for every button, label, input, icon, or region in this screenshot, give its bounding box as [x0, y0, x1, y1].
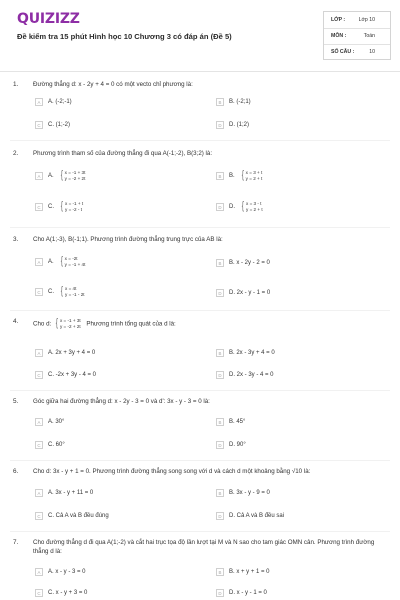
option-d[interactable]: [216, 441, 246, 449]
option-text: A.: [48, 173, 54, 179]
question-divider: [10, 227, 390, 228]
option-text: C. (1;-2): [48, 122, 71, 128]
option-text: A.: [48, 259, 54, 265]
meta-divider: [324, 44, 390, 45]
option-a[interactable]: [35, 256, 85, 268]
option-letter-box: A: [35, 568, 43, 576]
equation-system: { x = -1 + 3t y = -2 + 2t: [60, 170, 86, 182]
option-c[interactable]: [35, 201, 83, 213]
option-d[interactable]: [216, 589, 267, 597]
option-letter-box: C: [35, 121, 43, 129]
option-a[interactable]: [35, 98, 72, 106]
option-d[interactable]: [216, 512, 284, 520]
option-letter-box: D: [216, 512, 224, 520]
meta-info-box: [323, 11, 391, 60]
option-b[interactable]: [216, 259, 270, 267]
meta-divider: [324, 28, 390, 29]
question-divider: [10, 310, 390, 311]
equation-system: { x = 4t y = -1 - 2t: [60, 286, 85, 298]
option-b[interactable]: [216, 349, 275, 357]
quizizz-logo[interactable]: QUIZIZZ: [17, 11, 80, 27]
option-letter-box: A: [35, 98, 43, 106]
question-divider: [10, 531, 390, 532]
option-a[interactable]: [35, 418, 64, 426]
question-divider: [10, 390, 390, 391]
question-divider: [10, 140, 390, 141]
option-text: D.: [229, 204, 235, 210]
option-text: B. 3x - y - 9 = 0: [229, 490, 270, 496]
worksheet-title: Đề kiểm tra 15 phút Hình học 10 Chương 3 có đáp án (Đề 5): [17, 32, 232, 41]
option-text: C. -2x + 3y - 4 = 0: [48, 372, 97, 378]
question-text: Đường thẳng d: x - 2y + 4 = 0 có một vecto chỉ phương là:: [33, 81, 193, 88]
option-text: D. 90°: [229, 442, 246, 448]
option-letter-box: D: [216, 371, 224, 379]
option-c[interactable]: [35, 371, 96, 379]
option-text: B.: [229, 173, 235, 179]
equation-system: { x = -1 + 3t y = -2 + 2t: [55, 318, 81, 330]
option-d[interactable]: [216, 289, 270, 297]
equation-system: { x = -1 + t y = -2 - t: [60, 201, 83, 213]
equation-system: { x = 3 - t y = 2 + t: [241, 201, 263, 213]
option-letter-box: A: [35, 418, 43, 426]
option-text: B. 2x - 3y + 4 = 0: [229, 350, 275, 356]
option-letter-box: A: [35, 489, 43, 497]
option-b[interactable]: [216, 170, 262, 182]
option-c[interactable]: [35, 512, 109, 520]
option-c[interactable]: [35, 589, 87, 597]
question-number: 1.: [13, 81, 19, 88]
option-b[interactable]: [216, 418, 245, 426]
option-d[interactable]: [216, 371, 274, 379]
option-text: D. Cả A và B đều sai: [229, 513, 285, 519]
option-text: B. 45°: [229, 419, 246, 425]
option-letter-box: C: [35, 589, 43, 597]
meta-value-class: Lớp 10: [358, 17, 375, 23]
option-letter-box: B: [216, 568, 224, 576]
option-letter-box: B: [216, 98, 224, 106]
question-text: Cho d: { x = -1 + 3t y = -2 + 2t Phương trình tổng quát của d là:: [33, 318, 383, 330]
question-number: 6.: [13, 468, 19, 475]
option-text: C. 60°: [48, 442, 65, 448]
option-text: D. 2x - 3y - 4 = 0: [229, 372, 274, 378]
question-text: Phương trình tham số của đường thẳng đi qua A(-1;-2), B(3;2) là:: [33, 150, 213, 157]
meta-label-class: LỚP :: [331, 17, 346, 23]
question-number: 4.: [13, 318, 19, 325]
question-divider: [10, 460, 390, 461]
option-b[interactable]: [216, 98, 251, 106]
option-c[interactable]: [35, 121, 70, 129]
option-a[interactable]: [35, 568, 86, 576]
option-a[interactable]: [35, 489, 93, 497]
meta-label-subject: MÔN :: [331, 33, 347, 39]
option-letter-box: C: [35, 441, 43, 449]
option-a[interactable]: [35, 349, 95, 357]
worksheet-header: [0, 0, 400, 72]
option-letter-box: D: [216, 589, 224, 597]
question-text: Cho d: 3x - y + 1 = 0. Phương trình đường thẳng song song với d và cách d một khoảng bằng √10 là:: [33, 468, 311, 475]
option-c[interactable]: [35, 441, 65, 449]
option-letter-box: B: [216, 172, 224, 180]
option-letter-box: A: [35, 258, 43, 266]
option-letter-box: D: [216, 289, 224, 297]
option-a[interactable]: [35, 170, 85, 182]
option-c[interactable]: [35, 286, 85, 298]
option-text: D. 2x - y - 1 = 0: [229, 290, 271, 296]
equation-system: { x = -2t y = -1 + 4t: [60, 256, 86, 268]
option-text: A. 3x - y + 11 = 0: [48, 490, 94, 496]
option-letter-box: B: [216, 418, 224, 426]
option-text: A. x - y - 3 = 0: [48, 569, 86, 575]
option-b[interactable]: [216, 568, 270, 576]
option-text: C. Cả A và B đều đúng: [48, 513, 109, 519]
option-text: C.: [48, 204, 54, 210]
option-letter-box: D: [216, 441, 224, 449]
option-letter-box: A: [35, 172, 43, 180]
option-text: C.: [48, 289, 54, 295]
question-number: 2.: [13, 150, 19, 157]
option-d[interactable]: [216, 201, 263, 213]
option-text: A. (-2;-1): [48, 99, 72, 105]
meta-value-count: 10: [369, 49, 375, 55]
question-text: Cho đường thẳng d đi qua A(1;-2) và cắt hai trục tọa độ lần lượt tại M và N sao cho tam giác OMN cân. Phương trình đường thẳng d là:: [33, 539, 375, 555]
option-letter-box: C: [35, 371, 43, 379]
option-text: B. x + y + 1 = 0: [229, 569, 270, 575]
question-number: 3.: [13, 236, 19, 243]
meta-label-count: SỐ CÂU :: [331, 49, 355, 55]
equation-system: { x = 3 + t y = 2 + t: [241, 170, 263, 182]
option-letter-box: C: [35, 203, 43, 211]
question-number: 7.: [13, 539, 19, 546]
option-letter-box: B: [216, 259, 224, 267]
question-text: Cho A(1;-3), B(-1;1). Phương trình đường thẳng trung trực của AB là:: [33, 236, 223, 243]
question-text: Góc giữa hai đường thẳng d: x - 2y - 3 = 0 và d': 3x - y - 3 = 0 là:: [33, 398, 210, 405]
option-letter-box: B: [216, 349, 224, 357]
option-text: C. x - y + 3 = 0: [48, 590, 88, 596]
option-text: B. x - 2y - 2 = 0: [229, 260, 270, 266]
option-text: B. (-2;1): [229, 99, 251, 105]
meta-value-subject: Toán: [363, 33, 375, 39]
question-number: 5.: [13, 398, 19, 405]
option-b[interactable]: [216, 489, 270, 497]
option-text: D. (1;2): [229, 122, 250, 128]
option-text: A. 2x + 3y + 4 = 0: [48, 350, 96, 356]
option-letter-box: C: [35, 288, 43, 296]
option-letter-box: D: [216, 121, 224, 129]
option-letter-box: A: [35, 349, 43, 357]
option-text: A. 30°: [48, 419, 65, 425]
option-text: D. x - y - 1 = 0: [229, 590, 267, 596]
option-d[interactable]: [216, 121, 249, 129]
option-letter-box: C: [35, 512, 43, 520]
option-letter-box: B: [216, 489, 224, 497]
option-letter-box: D: [216, 203, 224, 211]
